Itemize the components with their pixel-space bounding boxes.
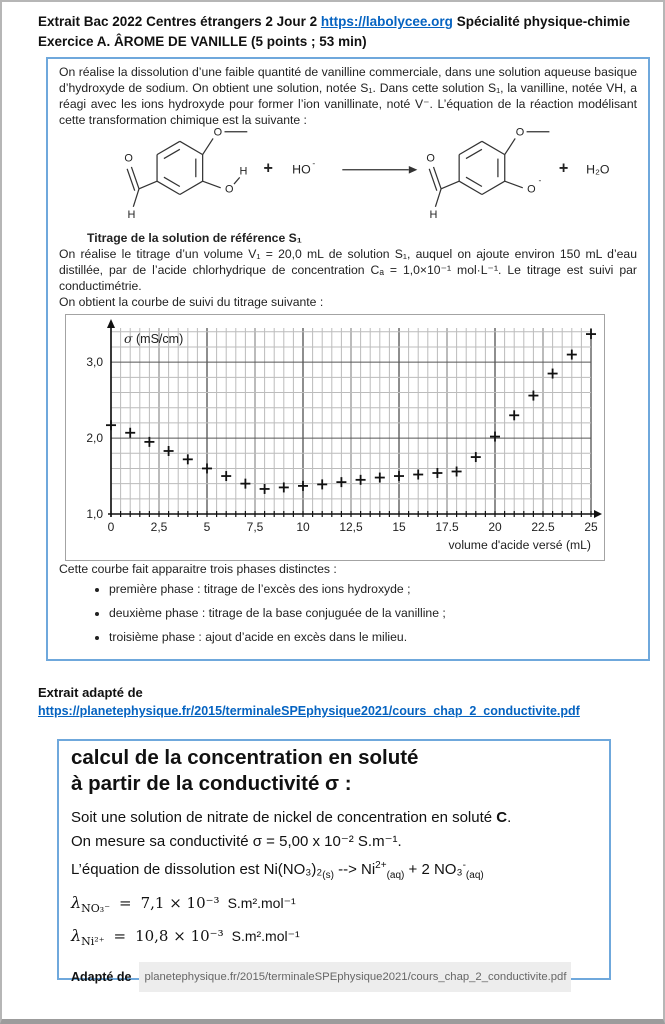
equals-sign: = [113, 927, 127, 945]
y-axis-label: σ (mS/cm) [124, 331, 184, 346]
lambda-value: 10,8 × 10⁻³ [135, 927, 224, 945]
phase-item: • première phase : titrage de l’excès des ions hydroxyde ; [109, 581, 637, 597]
data-point [125, 428, 135, 438]
negative-charge: - [538, 175, 542, 186]
reaction-scheme [59, 128, 637, 223]
chemical-equation [59, 128, 637, 227]
adapted-url: planetephysique.fr/2015/terminaleSPEphysique2021/cours_chap_2_conductivite.pdf [139, 962, 571, 992]
data-point [240, 479, 250, 489]
hydroxide-ion: HO [292, 162, 311, 177]
solute-line [71, 806, 597, 830]
solute-text: Soit une solution de nitrate de nickel de concentration en soluté [71, 809, 497, 826]
x-tick-label: 12,5 [339, 520, 363, 534]
extrait-section [38, 685, 580, 718]
lambda-no3-line [71, 891, 597, 921]
x-axis-arrow [594, 510, 602, 518]
data-point [298, 481, 308, 491]
lambda-symbol: λ [71, 926, 82, 945]
data-point [375, 473, 385, 483]
data-point [394, 471, 404, 481]
curve-intro: On obtient la courbe de suivi du titrage suivante : [59, 295, 324, 309]
dissolution-equation [71, 854, 597, 888]
methoxy-oxygen: O [515, 128, 525, 139]
header-text-suffix: Spécialité physique-chimie [456, 14, 631, 29]
adapted-label: Adapté de [71, 970, 132, 984]
planetephysique-link[interactable]: https://planetephysique.fr/2015/terminaleSPEphysique2021/cours_chap_2_conductivite.pdf [38, 704, 580, 718]
x-tick-label: 0 [107, 520, 115, 534]
lambda-value: 7,1 × 10⁻³ [140, 894, 220, 912]
phase-list [59, 581, 637, 645]
x-tick-label: 20 [488, 520, 502, 534]
titration-subtitle: Titrage de la solution de référence S₁ [87, 231, 302, 245]
exercise-box [46, 57, 650, 661]
x-tick-label: 22.5 [531, 520, 555, 534]
data-point [106, 420, 116, 430]
methoxy-oxygen: O [213, 128, 223, 139]
plus-sign: + [263, 159, 273, 178]
header-text: Extrait Bac 2022 Centres étrangers 2 Jour 2 [38, 14, 318, 29]
lambda-symbol: λ [71, 893, 82, 912]
document-header [38, 12, 644, 52]
data-point [260, 484, 270, 494]
data-point [336, 477, 346, 487]
plus-sign: + [558, 159, 569, 178]
data-point [221, 471, 231, 481]
titration-chart [65, 314, 605, 561]
phenol-oxygen: O [527, 183, 536, 196]
data-point [586, 329, 596, 339]
phases-intro: Cette courbe fait apparaitre trois phases distinctes : [59, 562, 337, 576]
data-point [413, 470, 423, 480]
vanillin-structure [124, 128, 247, 221]
lambda-unit: S.m².mol⁻¹ [231, 928, 300, 944]
x-axis-label: volume d'acide versé (mL) [448, 538, 591, 552]
eq-part: + 2 NO₃ [404, 861, 463, 878]
x-tick-label: 10 [296, 520, 310, 534]
x-tick-label: 5 [203, 520, 211, 534]
data-point [490, 432, 500, 442]
aldehyde-hydrogen: H [127, 209, 136, 222]
eq-sub-aq: (aq) [386, 870, 405, 881]
y-tick-label: 3,0 [86, 355, 103, 370]
equals-sign: = [119, 894, 132, 912]
concentration-symbol: C [496, 809, 508, 826]
y-axis-arrow [107, 319, 115, 328]
data-point [202, 463, 212, 473]
adapted-line [71, 962, 597, 992]
phenol-hydrogen: H [239, 165, 248, 178]
labolycee-link[interactable]: https://labolycee.org [320, 14, 453, 29]
x-tick-label: 17.5 [435, 520, 459, 534]
eq-part: --> Ni [333, 861, 376, 878]
data-point [432, 468, 442, 478]
y-tick-label: 1,0 [86, 507, 103, 521]
water-molecule: H₂O [586, 162, 610, 177]
conductivity-value-line: On mesure sa conductivité σ = 5,00 x 10⁻² S.m⁻¹. [71, 833, 402, 850]
intro-paragraph: On réalise la dissolution d’une faible quantité de vanilline commerciale, dans une solution aqueuse basique d’hydroxyde de sodium. On obtient une solution, notée S₁. Dans cette solution S₁, la vanilline, notée VH, a réagi avec les ions hydroxyde pour former l’ion vanillinate, noté V⁻. L’équation de la réaction modélisant cette transformation chimique est la suivante : [59, 65, 637, 127]
reaction-arrow-head [409, 166, 418, 174]
x-tick-label: 7,5 [246, 520, 264, 534]
data-point [164, 446, 174, 456]
lambda-subscript: NO₃⁻ [81, 902, 110, 915]
eq-part: L’équation de dissolution est Ni(NO₃)₂ [71, 861, 323, 878]
data-point [183, 454, 193, 464]
data-point [509, 410, 519, 420]
conductivity-title-line2: à partir de la conductivité σ : [71, 772, 352, 795]
phase-item: • troisième phase : ajout d’acide en excès dans le milieu. [109, 629, 637, 645]
phase-item: • deuxième phase : titrage de la base conjuguée de la vanilline ; [109, 605, 637, 621]
conductivity-box [57, 739, 611, 984]
x-tick-label: 15 [392, 520, 406, 534]
data-point [317, 479, 327, 489]
data-point [567, 350, 577, 360]
lambda-ni-line [71, 924, 597, 954]
lambda-unit: S.m².mol⁻¹ [227, 895, 296, 911]
eq-sub-s: (s) [322, 870, 334, 881]
carbonyl-oxygen: O [426, 152, 435, 165]
eq-sub-aq: (aq) [465, 870, 484, 881]
header-line-1 [38, 12, 644, 32]
x-tick-label: 25 [584, 520, 598, 534]
hydroxide-charge: - [312, 158, 316, 168]
conductivity-title [71, 745, 597, 797]
lambda-subscript: Ni²⁺ [81, 935, 105, 948]
phenol-oxygen: O [225, 183, 234, 196]
x-tick-label: 2,5 [150, 520, 168, 534]
exercise-title: Exercice A. ÂROME DE VANILLE (5 points ; 53 min) [38, 34, 367, 49]
carbonyl-oxygen: O [124, 152, 133, 165]
titration-paragraph: On réalise le titrage d’un volume V₁ = 20,0 mL de solution S₁, auquel on ajoute environ 150 mL d’eau distillée, par de l’acide chlorhydrique de concentration Cₐ = 1,0×10⁻¹ mol·L⁻¹. Le titrage est suivi par conductimétrie. [59, 247, 637, 293]
eq-sup-charge: 2+ [375, 860, 387, 871]
conductivity-title-line1: calcul de la concentration en soluté [71, 746, 419, 769]
aldehyde-hydrogen: H [429, 209, 438, 222]
vanillinate-ion-structure [426, 128, 549, 221]
y-tick-label: 2,0 [86, 431, 103, 446]
eq-sup-charge: - [462, 860, 466, 871]
solute-text-end: . [507, 809, 512, 826]
conductivity-curve [67, 318, 603, 556]
extrait-label: Extrait adapté de [38, 685, 143, 700]
